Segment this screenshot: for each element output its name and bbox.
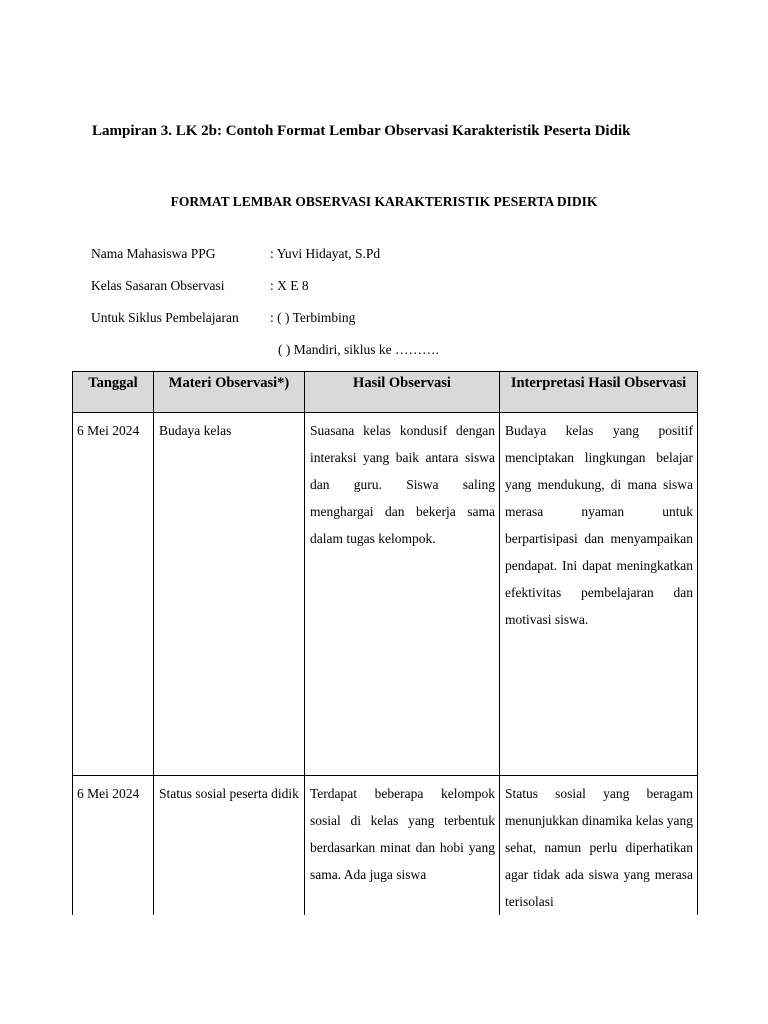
cell-tanggal: 6 Mei 2024 <box>73 776 154 916</box>
document-title: Lampiran 3. LK 2b: Contoh Format Lembar Observasi Karakteristik Peserta Didik <box>92 123 631 139</box>
nama-value: : Yuvi Hidayat, S.Pd <box>270 246 381 261</box>
siklus-option-mandiri: ( ) Mandiri, siklus ke ………. <box>278 342 439 357</box>
kelas-label: Kelas Sasaran Observasi <box>91 278 225 293</box>
header-hasil: Hasil Observasi <box>305 372 500 413</box>
header-tanggal: Tanggal <box>73 372 154 413</box>
form-title: FORMAT LEMBAR OBSERVASI KARAKTERISTIK PESERTA DIDIK <box>170 194 598 209</box>
nama-label: Nama Mahasiswa PPG <box>91 246 216 261</box>
kelas-value: : X E 8 <box>270 278 309 293</box>
table-row <box>73 776 698 916</box>
header-materi: Materi Observasi*) <box>154 372 305 413</box>
siklus-option-terbimbing: : ( ) Terbimbing <box>270 310 356 325</box>
cell-hasil: Suasana kelas kondusif dengan interaksi yang baik antara siswa dan guru. Siswa saling menghargai dan bekerja sama dalam tugas kelompok. <box>305 413 500 776</box>
table-header-row <box>73 372 698 413</box>
cell-materi: Status sosial peserta didik <box>154 776 305 916</box>
siklus-label: Untuk Siklus Pembelajaran <box>91 310 239 325</box>
header-interpretasi: Interpretasi Hasil Observasi <box>500 372 698 413</box>
cell-interpretasi: Status sosial yang beragam menunjukkan dinamika kelas yang sehat, namun perlu diperhatikan agar tidak ada siswa yang merasa terisolasi <box>500 776 698 916</box>
table-row <box>73 413 698 776</box>
cell-materi: Budaya kelas <box>154 413 305 776</box>
cell-tanggal: 6 Mei 2024 <box>73 413 154 776</box>
cell-hasil: Terdapat beberapa kelompok sosial di kelas yang terbentuk berdasarkan minat dan hobi yang sama. Ada juga siswa <box>305 776 500 916</box>
observation-table <box>72 371 698 915</box>
cell-interpretasi: Budaya kelas yang positif menciptakan lingkungan belajar yang mendukung, di mana siswa merasa nyaman untuk berpartisipasi dan menyampaikan pendapat. Ini dapat meningkatkan efektivitas pembelajaran dan motivasi siswa. <box>500 413 698 776</box>
